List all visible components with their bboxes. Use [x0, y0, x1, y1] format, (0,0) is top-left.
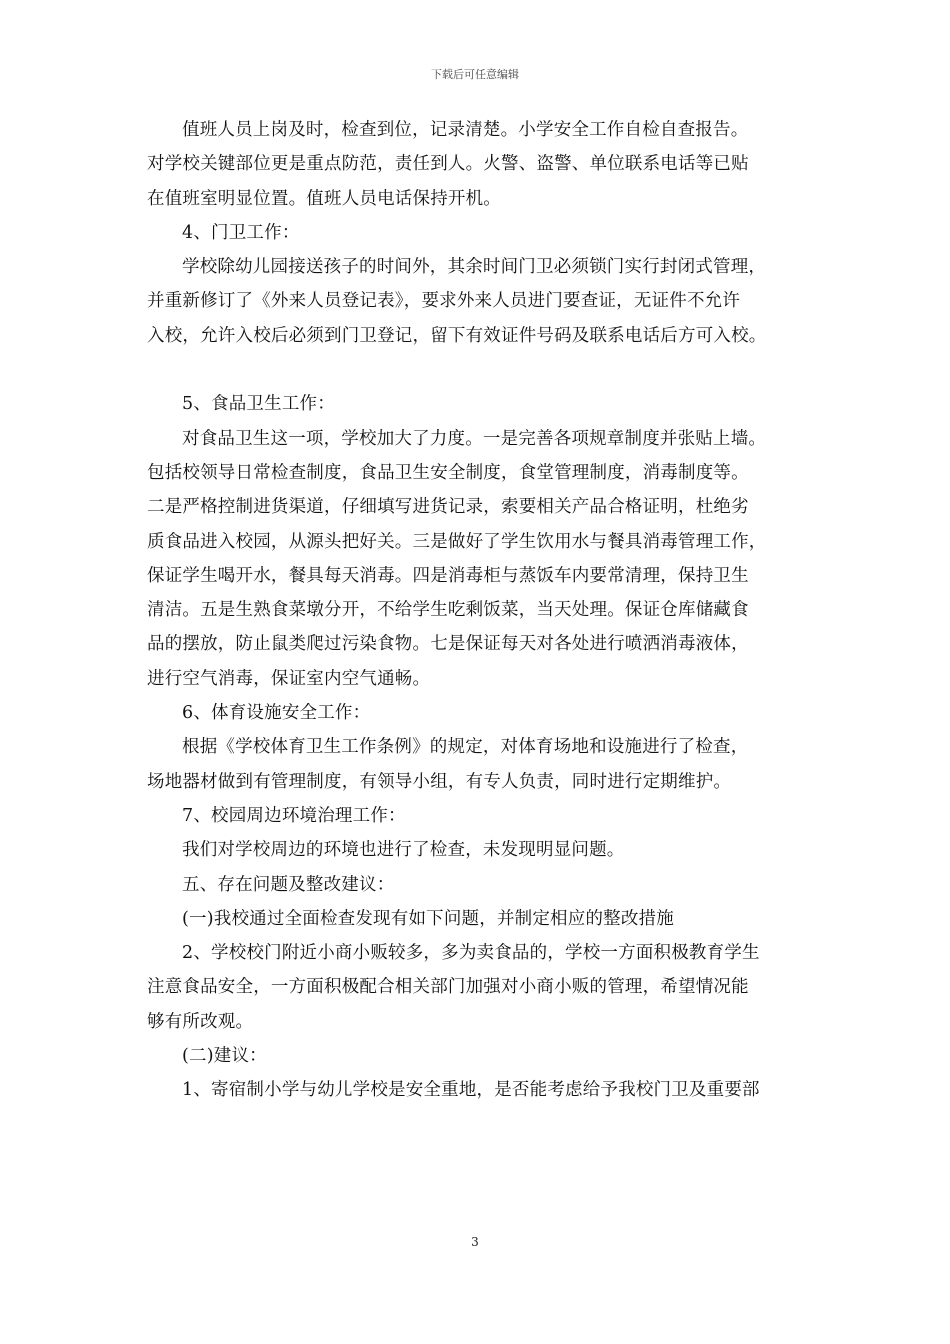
section-heading: 五、存在问题及整改建议： — [182, 874, 395, 895]
paragraph-line: 根据《学校体育卫生工作条例》的规定，对体育场地和设施进行了检查， — [182, 737, 749, 758]
paragraph-line: 值班人员上岗及时，检查到位，记录清楚。小学安全工作自检自查报告。 — [182, 120, 749, 140]
paragraph-line: 学校除幼儿园接送孩子的时间外，其余时间门卫必须锁门实行封闭式管理， — [182, 257, 767, 278]
page-number: 3 — [471, 1235, 479, 1249]
paragraph-line: 1、寄宿制小学与幼儿学校是安全重地，是否能考虑给予我校门卫及重要部 — [182, 1080, 760, 1101]
section-heading: 7、校园周边环境治理工作： — [182, 805, 406, 826]
blank-line — [147, 353, 827, 387]
section-heading: 6、体育设施安全工作： — [182, 703, 371, 724]
paragraph-line: 在值班室明显位置。值班人员电话保持开机。 — [147, 188, 501, 209]
paragraph-line: 清洁。五是生熟食菜墩分开，不给学生吃剩饭菜，当天处理。保证仓库储藏食 — [147, 600, 749, 621]
document-body — [147, 113, 827, 1108]
paragraph-line: 并重新修订了《外来人员登记表》，要求外来人员进门要查证，无证件不允许 — [147, 291, 741, 312]
paragraph-line: 注意食品安全，一方面积极配合相关部门加强对小商小贩的管理，希望情况能 — [147, 977, 749, 998]
paragraph-line: 对食品卫生这一项，学校加大了力度。一是完善各项规章制度并张贴上墙。 — [182, 428, 767, 449]
paragraph-line: 质食品进入校园，从源头把好关。三是做好了学生饮用水与餐具消毒管理工作， — [147, 531, 767, 552]
paragraph-line: 够有所改观。 — [147, 1011, 254, 1032]
paragraph-line: 场地器材做到有管理制度，有领导小组，有专人负责，同时进行定期维护。 — [147, 771, 732, 792]
paragraph-line: 保证学生喝开水，餐具每天消毒。四是消毒柜与蒸饭车内要常清理，保持卫生 — [147, 565, 749, 586]
paragraph-line: 二是严格控制进货渠道，仔细填写进货记录，索要相关产品合格证明，杜绝劣 — [147, 497, 749, 518]
page-header: 下载后可任意编辑 — [431, 68, 519, 81]
paragraph-line: 入校，允许入校后必须到门卫登记，留下有效证件号码及联系电话后方可入校。 — [147, 325, 767, 346]
paragraph-line: 进行空气消毒，保证室内空气通畅。 — [147, 668, 431, 689]
paragraph-line: 包括校领导日常检查制度，食品卫生安全制度，食堂管理制度，消毒制度等。 — [147, 462, 749, 483]
paragraph-line: 我们对学校周边的环境也进行了检查，未发现明显问题。 — [182, 840, 625, 861]
paragraph-line: (一)我校通过全面检查发现有如下问题，并制定相应的整改措施 — [182, 908, 674, 929]
section-heading: 4、门卫工作： — [182, 222, 300, 243]
paragraph-line: 对学校关键部位更是重点防范，责任到人。火警、盗警、单位联系电话等已贴 — [147, 154, 749, 175]
section-heading: 5、食品卫生工作： — [182, 394, 335, 415]
section-heading: (二)建议： — [182, 1046, 267, 1067]
paragraph-line: 2、学校校门附近小商小贩较多，多为卖食品的，学校一方面积极教育学生 — [182, 943, 760, 964]
paragraph-line: 品的摆放，防止鼠类爬过污染食物。七是保证每天对各处进行喷洒消毒液体， — [147, 634, 749, 655]
